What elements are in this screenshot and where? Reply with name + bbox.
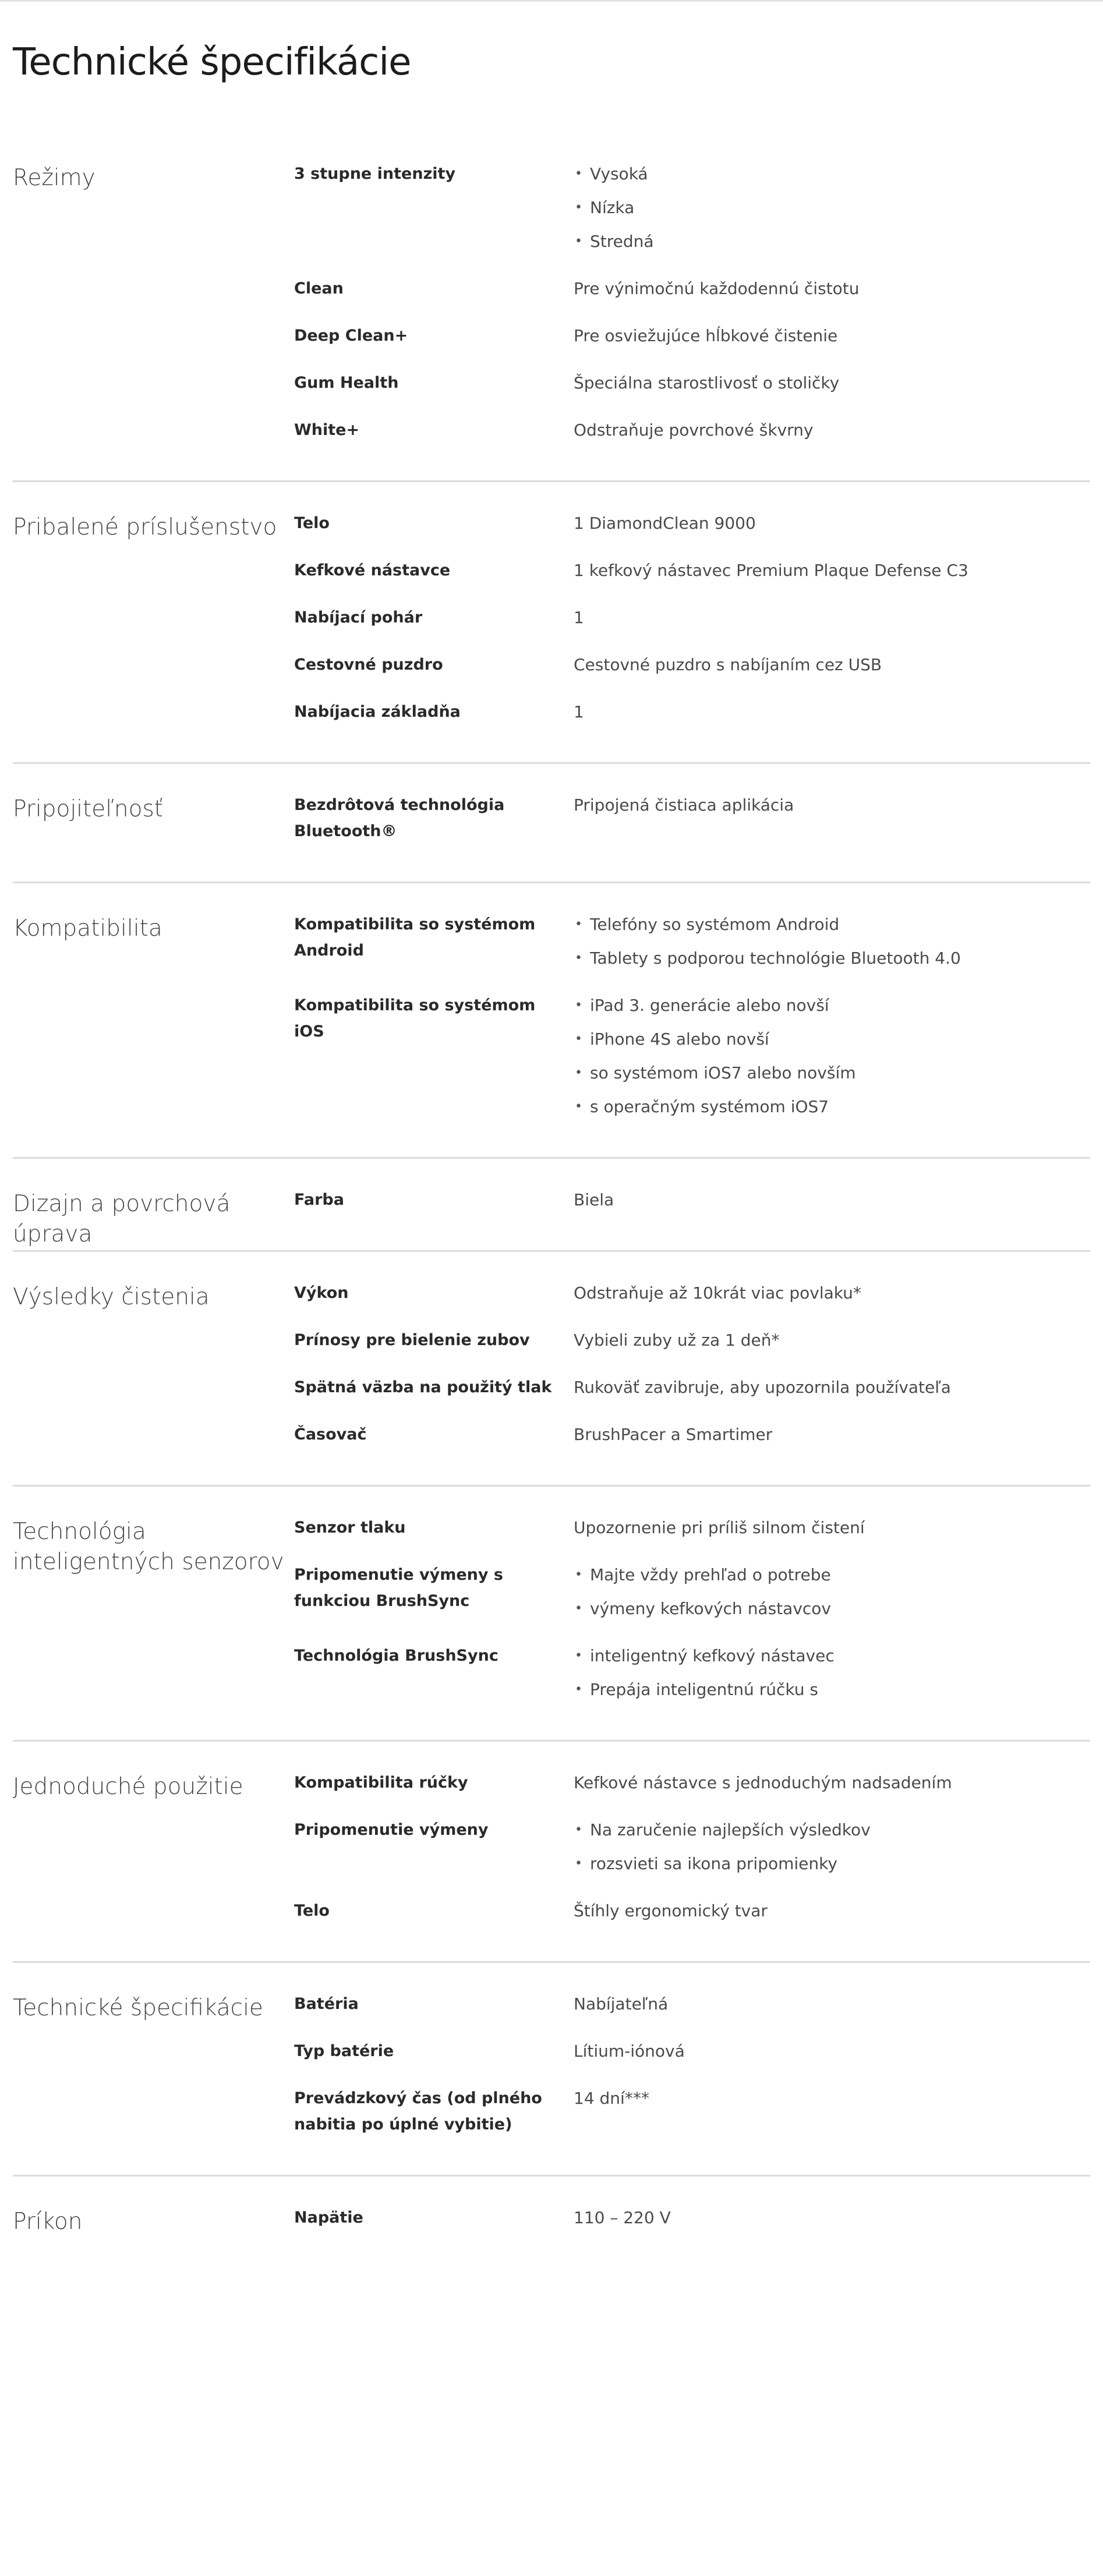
spec-label: Telo xyxy=(294,1902,330,1920)
spec-section xyxy=(13,1961,1090,2175)
spec-value: Odstraňuje povrchové škvrny xyxy=(574,420,814,440)
spec-value-item: • Stredná xyxy=(574,228,1090,254)
spec-rows xyxy=(294,1993,1090,2175)
spec-label: Pripomenutie výmeny xyxy=(294,1821,489,1839)
spec-value: Pre výnimočnú každodennú čistotu xyxy=(574,279,860,298)
spec-label: Bezdrôtová technológia Bluetooth® xyxy=(294,796,505,840)
section-title: Technológia inteligentných senzorov xyxy=(13,1519,284,1575)
spec-row xyxy=(294,1993,1090,2017)
spec-value-item: • Na zaručenie najlepších výsledkov xyxy=(574,1817,1090,1843)
spec-row xyxy=(294,1377,1090,1400)
spec-label: Typ batérie xyxy=(294,2042,394,2060)
spec-value xyxy=(574,1817,1090,1877)
spec-section xyxy=(13,480,1090,762)
spec-section xyxy=(13,2175,1090,2268)
spec-value: Pre osviežujúce hĺbkové čistenie xyxy=(574,326,838,345)
spec-value: 110 – 220 V xyxy=(574,2208,671,2227)
spec-value-item: • Vysoká xyxy=(574,161,1090,187)
spec-value: 1 DiamondClean 9000 xyxy=(574,514,756,533)
spec-row xyxy=(294,1819,1090,1877)
spec-row xyxy=(294,914,1090,971)
spec-row xyxy=(294,1564,1090,1622)
spec-label: Nabíjacia základňa xyxy=(294,703,461,721)
spec-value: 14 dní*** xyxy=(574,2089,649,2108)
spec-row xyxy=(294,1772,1090,1796)
spec-label: Gum Health xyxy=(294,374,399,392)
spec-label: Pripomenutie výmeny s funkciou BrushSync xyxy=(294,1566,503,1610)
spec-value-item: • iPad 3. generácie alebo novší xyxy=(574,992,1090,1018)
section-title: Príkon xyxy=(13,2209,83,2235)
spec-label: Farba xyxy=(294,1191,344,1209)
spec-label: White+ xyxy=(294,421,360,439)
spec-row xyxy=(294,560,1090,583)
spec-row xyxy=(294,1189,1090,1213)
spec-label: Kompatibilita so systémom iOS xyxy=(294,996,536,1041)
spec-value-item: • rozsvieti sa ikona pripomienky xyxy=(574,1850,1090,1877)
spec-value-item: • výmeny kefkových nástavcov xyxy=(574,1595,1090,1622)
section-title: Jednoduché použitie xyxy=(13,1774,243,1800)
spec-row xyxy=(294,512,1090,536)
section-title: Pribalené príslušenstvo xyxy=(13,514,277,540)
section-title: Technické špecifikácie xyxy=(13,1995,263,2021)
spec-row xyxy=(294,2207,1090,2231)
spec-value-item: • Prepája inteligentnú rúčku s xyxy=(574,1676,1090,1703)
spec-value: Vybieli zuby už za 1 deň* xyxy=(574,1331,780,1350)
spec-row xyxy=(294,2040,1090,2064)
page-title: Technické špecifikácie xyxy=(13,41,411,84)
spec-label: Napätie xyxy=(294,2209,363,2227)
spec-value: 1 xyxy=(574,608,584,627)
spec-rows xyxy=(294,1517,1090,1740)
spec-rows xyxy=(294,2207,1090,2268)
spec-rows xyxy=(294,914,1090,1157)
spec-value: Kefkové nástavce s jednoduchým nadsadením xyxy=(574,1773,952,1792)
section-title: Dizajn a povrchová úprava xyxy=(13,1191,231,1247)
spec-rows xyxy=(294,794,1090,882)
spec-value-item: • s operačným systémom iOS7 xyxy=(574,1094,1090,1120)
spec-rows xyxy=(294,163,1090,480)
spec-value-list xyxy=(574,992,1090,1120)
spec-value-item: • so systémom iOS7 alebo novším xyxy=(574,1060,1090,1086)
spec-value-item: • Tablety s podporou technológie Bluetooth 4.0 xyxy=(574,945,1090,971)
spec-rows xyxy=(294,512,1090,762)
spec-value: BrushPacer a Smartimer xyxy=(574,1425,773,1444)
spec-value: Rukoväť zavibruje, aby upozornila používateľa xyxy=(574,1378,951,1397)
spec-label: 3 stupne intenzity xyxy=(294,165,456,183)
spec-value-item: • Nízka xyxy=(574,194,1090,221)
spec-value: Cestovné puzdro s nabíjaním cez USB xyxy=(574,655,882,674)
spec-value-item: • inteligentný kefkový nástavec xyxy=(574,1643,1090,1669)
spec-value-list xyxy=(574,1562,1090,1622)
spec-row xyxy=(294,1424,1090,1448)
spec-label: Výkon xyxy=(294,1284,349,1302)
spec-label: Časovač xyxy=(294,1425,367,1443)
spec-section xyxy=(13,1740,1090,1961)
spec-label: Cestovné puzdro xyxy=(294,656,443,674)
spec-label: Spätná väzba na použitý tlak xyxy=(294,1378,552,1396)
spec-value: Pripojená čistiaca aplikácia xyxy=(574,795,794,815)
spec-value: Odstraňuje až 10krát viac povlaku* xyxy=(574,1283,861,1303)
spec-value: Štíhly ergonomický tvar xyxy=(574,1901,768,1920)
spec-row xyxy=(294,1517,1090,1541)
spec-label: Technológia BrushSync xyxy=(294,1647,499,1665)
spec-label: Kompatibilita rúčky xyxy=(294,1774,468,1792)
spec-rows xyxy=(294,1189,1090,1250)
spec-row xyxy=(294,1645,1090,1703)
spec-section xyxy=(13,133,1090,480)
spec-value xyxy=(574,911,1090,971)
spec-section xyxy=(13,882,1090,1157)
section-title: Režimy xyxy=(13,165,96,191)
spec-value: Nabíjateľná xyxy=(574,1994,669,2014)
spec-row xyxy=(294,2087,1090,2138)
spec-value xyxy=(574,992,1090,1120)
spec-row xyxy=(294,278,1090,302)
spec-row xyxy=(294,325,1090,349)
spec-value: Upozornenie pri príliš silnom čistení xyxy=(574,1518,865,1537)
spec-label: Prevádzkový čas (od plného nabitia po úplné vybitie) xyxy=(294,2089,542,2133)
spec-label: Senzor tlaku xyxy=(294,1519,406,1537)
section-title: Pripojiteľnosť xyxy=(13,796,164,822)
spec-value xyxy=(574,1643,1090,1703)
spec-row xyxy=(294,372,1090,396)
spec-label: Prínosy pre bielenie zubov xyxy=(294,1331,530,1349)
spec-label: Deep Clean+ xyxy=(294,327,408,345)
spec-value-list xyxy=(574,161,1090,254)
spec-section xyxy=(13,1485,1090,1740)
spec-section xyxy=(13,1157,1090,1250)
spec-rows xyxy=(294,1282,1090,1485)
spec-value xyxy=(574,161,1090,254)
spec-value: Lítium-iónová xyxy=(574,2041,685,2061)
spec-row xyxy=(294,607,1090,631)
spec-value: 1 kefkový nástavec Premium Plaque Defense C3 xyxy=(574,561,968,580)
spec-row xyxy=(294,701,1090,725)
section-title: Kompatibilita xyxy=(13,915,162,942)
spec-label: Kompatibilita so systémom Android xyxy=(294,915,536,960)
spec-value: Špeciálna starostlivosť o stoličky xyxy=(574,373,840,392)
spec-value-item: • iPhone 4S alebo novší xyxy=(574,1026,1090,1052)
spec-row xyxy=(294,419,1090,443)
spec-label: Batéria xyxy=(294,1995,359,2013)
spec-row xyxy=(294,1900,1090,1924)
spec-value: 1 xyxy=(574,702,584,721)
section-title: Výsledky čistenia xyxy=(13,1284,210,1310)
spec-label: Nabíjací pohár xyxy=(294,608,423,627)
spec-value-list xyxy=(574,1643,1090,1703)
spec-value-list xyxy=(574,1817,1090,1877)
spec-value-item: • Majte vždy prehľad o potrebe xyxy=(574,1562,1090,1588)
spec-label: Telo xyxy=(294,514,330,532)
spec-row xyxy=(294,1282,1090,1306)
spec-row xyxy=(294,794,1090,844)
spec-section xyxy=(13,1250,1090,1485)
spec-row xyxy=(294,995,1090,1120)
spec-value: Biela xyxy=(574,1190,614,1209)
spec-value-list xyxy=(574,911,1090,971)
spec-value xyxy=(574,1562,1090,1622)
spec-row xyxy=(294,163,1090,254)
spec-row xyxy=(294,654,1090,678)
spec-value-item: • Telefóny so systémom Android xyxy=(574,911,1090,937)
spec-row xyxy=(294,1329,1090,1353)
spec-label: Clean xyxy=(294,279,344,298)
spec-rows xyxy=(294,1772,1090,1961)
spec-label: Kefkové nástavce xyxy=(294,561,451,579)
spec-section xyxy=(13,762,1090,882)
spec-list xyxy=(0,133,1103,2268)
